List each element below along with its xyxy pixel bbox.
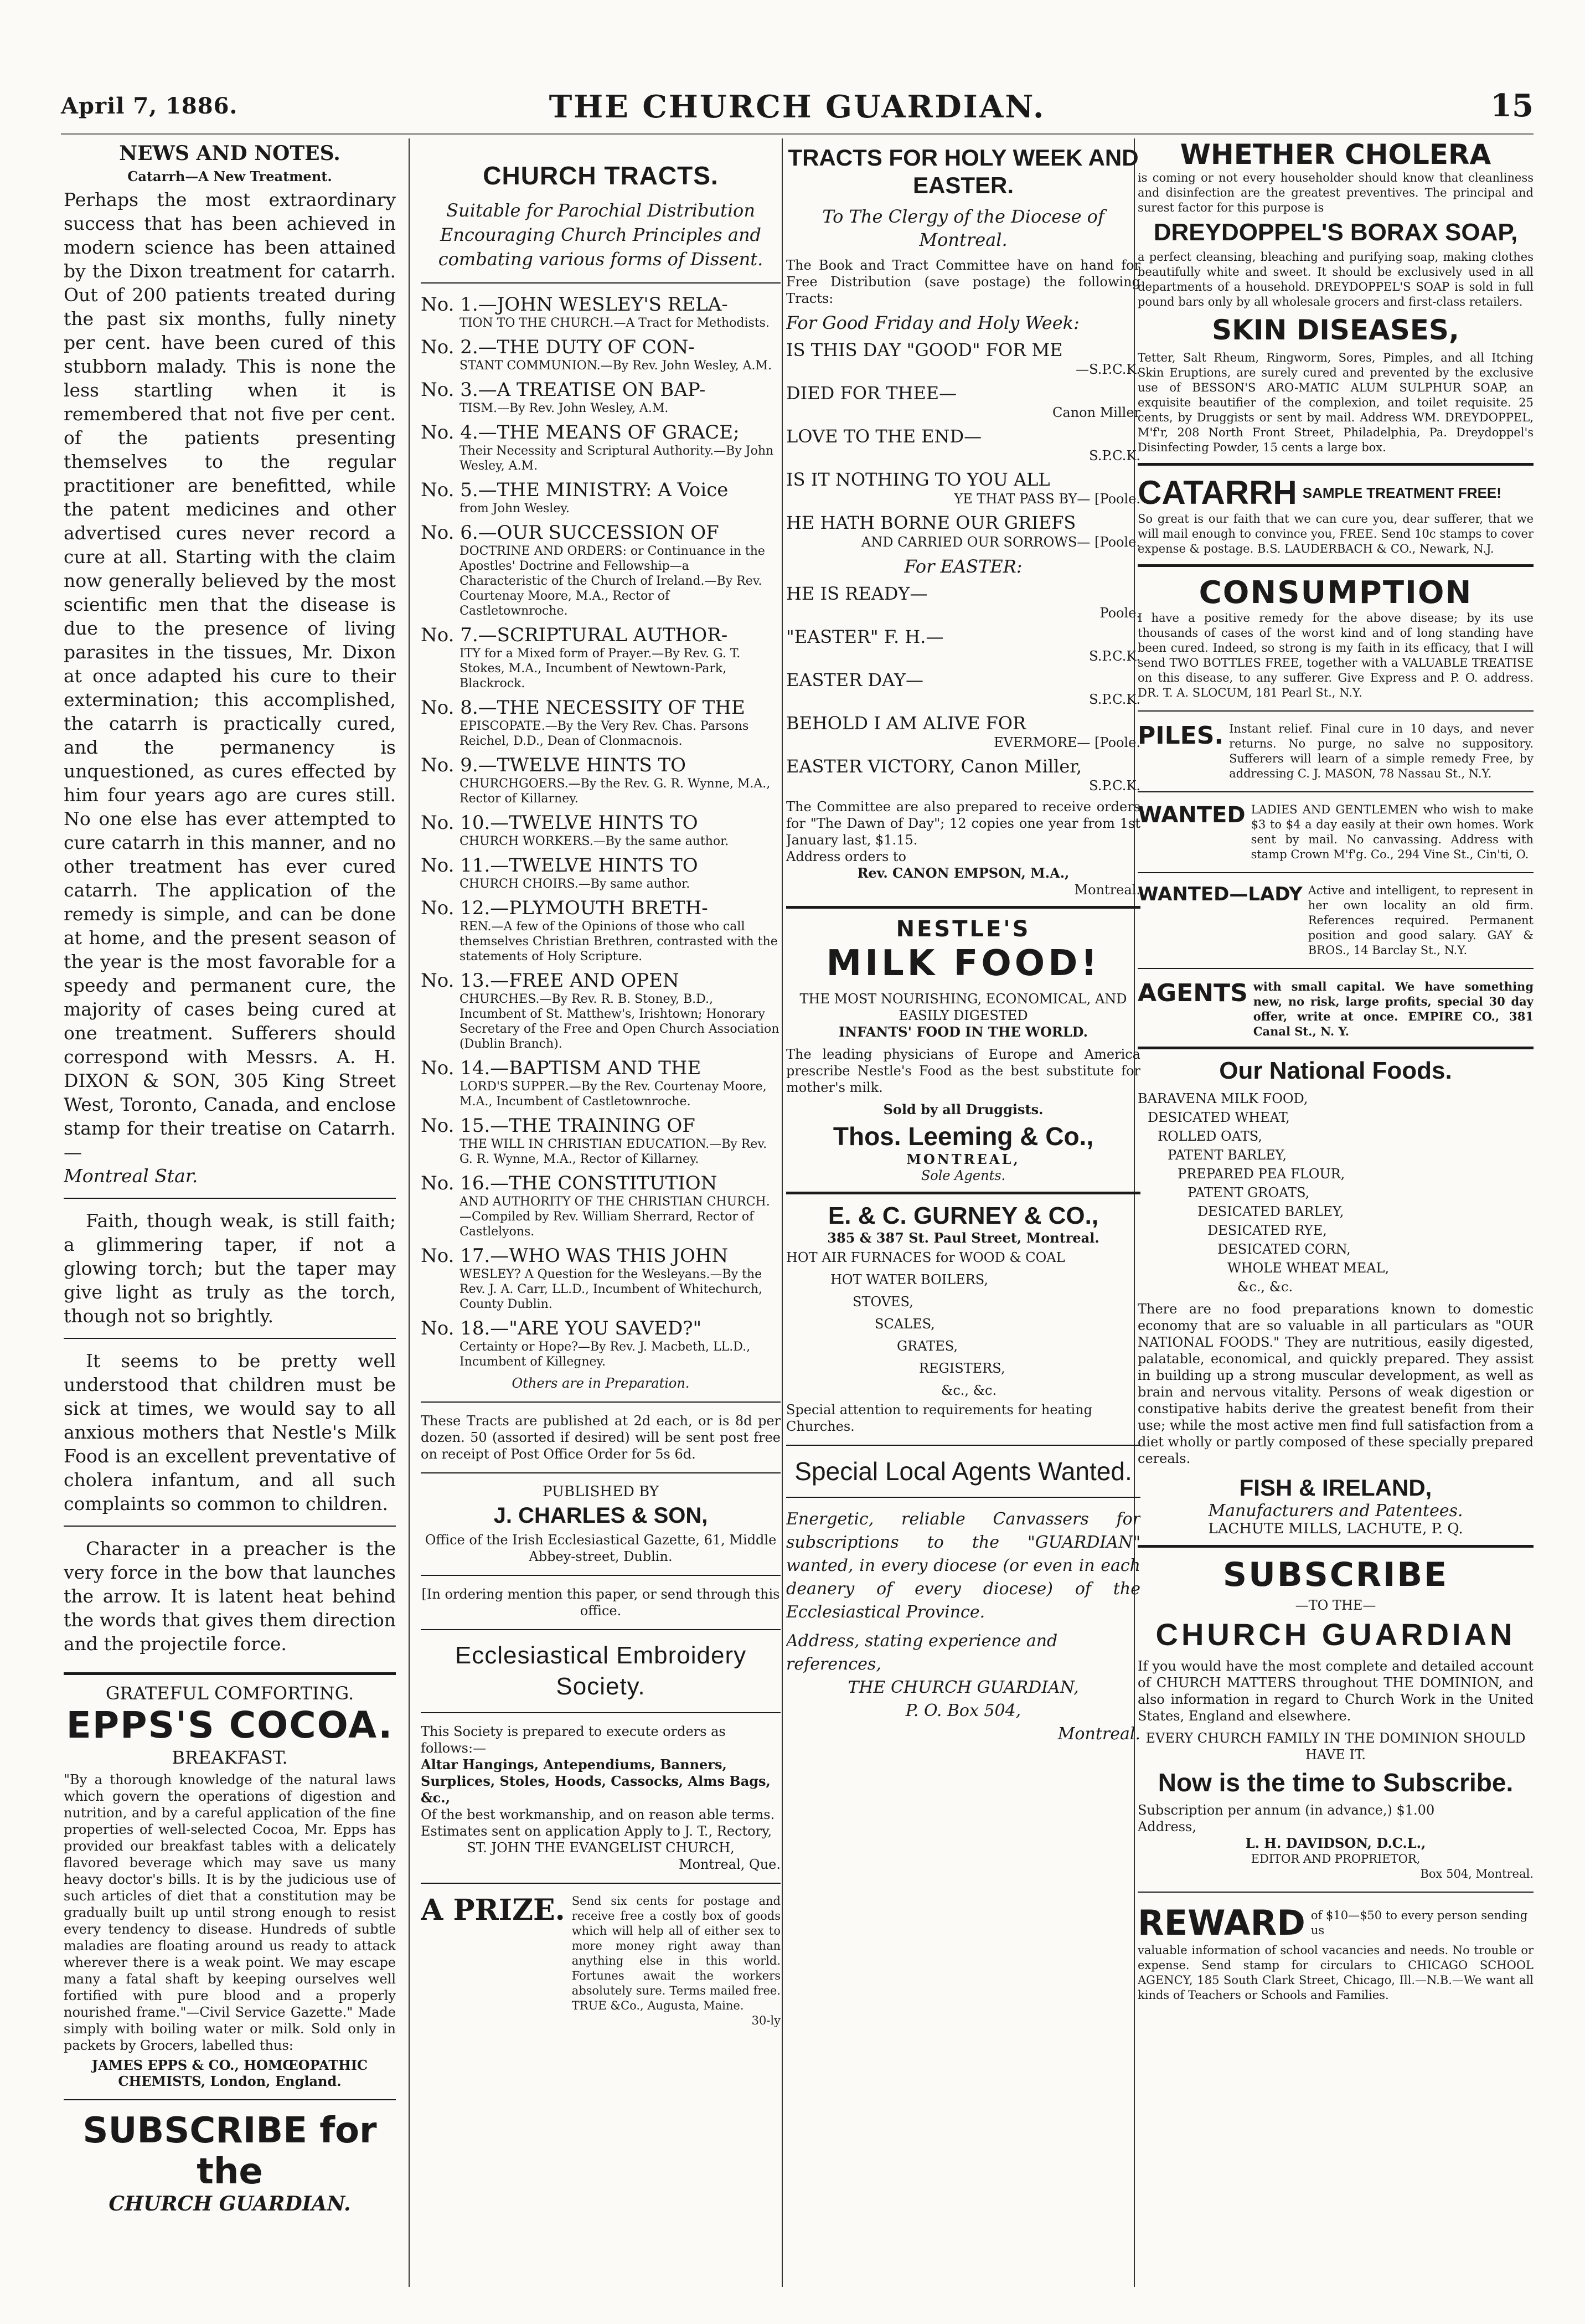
tract-description: DOCTRINE AND ORDERS: or Continuance in the Apostles' Doctrine and Fellowship—a Characteristic of the Church of Ireland.—By Rev. Courtenay Moore, M.A., Rector of Castletownroche. — [460, 544, 765, 618]
grateful-heading: GRATEFUL COMFORTING. — [105, 1683, 354, 1704]
epps-text: "By a thorough knowledge of the natural laws which govern the operations of digestion and nutrition, and by a careful application of the fine properties of well-selected Cocoa, Mr. Epps has provided our breakfast tables with a delicately flavored beverage which may save us many heavy doctor's bills. It is by the judicious use of such articles of diet that a constitution may be gradually built up until strong enough to resist every tendency to disease. Hundreds of subtle maladies are floating around us ready to attack wherever there is a weak point. We may escape many a fatal shaft by keeping ourselves well fortified with pure blood and a properly nourished frame."—Civil Service Gazette." Made simply with boiling water or milk. Sold only in packets by Grocers, labelled thus: — [64, 1772, 396, 2053]
dawn-of-day-note: The Committee are also prepared to receive orders for "The Dawn of Day"; 12 copies one year from 1st January last, $1.15. — [786, 799, 1140, 848]
tract-entry-source: S.P.C.K. — [1089, 692, 1140, 707]
tract-description: Their Necessity and Scriptural Authority.—By John Wesley, A.M. — [460, 444, 774, 473]
tract-entry-title: EASTER VICTORY, Canon Miller, — [786, 756, 1082, 777]
tract-list — [421, 293, 781, 1369]
divider — [421, 1712, 781, 1713]
divider — [1138, 463, 1534, 466]
manufacturers: Manufacturers and Patentees. — [1208, 1501, 1463, 1521]
tract-item — [421, 336, 781, 373]
publisher-address: Office of the Irish Ecclesiastical Gazette, 61, Middle Abbey-street, Dublin. — [425, 1532, 777, 1564]
tract-heading: No. 17.—WHO WAS THIS JOHN — [421, 1245, 729, 1267]
tract-entry-source: Poole. — [1099, 605, 1140, 621]
nestle-heading: NESTLE'S — [896, 916, 1031, 942]
tract-item — [421, 479, 781, 516]
for-easter-heading: For EASTER: — [904, 556, 1023, 577]
embroidery-items: Altar Hangings, Antependiums, Banners, Surplices, Stoles, Hoods, Cassocks, Alms Bags, &c., — [421, 1756, 771, 1806]
food-item: PATENT BARLEY, — [1168, 1147, 1287, 1163]
address-references: Address, stating experience and references, — [786, 1631, 1058, 1674]
divider — [421, 1575, 781, 1576]
food-item: &c., &c. — [1237, 1279, 1293, 1295]
gurney-heating-note: Special attention to requirements for heating Churches. — [786, 1402, 1092, 1434]
subscribe-address: Address, — [1138, 1819, 1196, 1835]
cholera-text: is coming or not every householder should know that cleanliness and disinfection are the greatest preventives. The principal and surest factor for this purpose is — [1138, 171, 1534, 214]
now-subscribe: Now is the time to Subscribe. — [1158, 1768, 1514, 1797]
divider — [421, 282, 781, 284]
agents-ad — [1138, 979, 1534, 1039]
column-2 — [421, 138, 781, 2287]
tract-description: CHURCHGOERS.—By the Rev. G. R. Wynne, M.A., Rector of Killarney. — [460, 777, 771, 806]
divider — [786, 1192, 1140, 1194]
page-number: 15 — [1490, 87, 1534, 124]
divider — [421, 1401, 781, 1403]
tract-entry-title: EASTER DAY— — [786, 669, 923, 690]
tract-item — [421, 1317, 781, 1369]
gurney-products — [786, 1246, 1140, 1401]
tract-description: TISM.—By Rev. John Wesley, A.M. — [460, 401, 669, 415]
canon-city: Montreal. — [1074, 882, 1140, 898]
agents-title: AGENTS — [1138, 979, 1248, 1007]
prize-ad — [421, 1894, 781, 2013]
divider — [64, 1526, 396, 1527]
tract-description: Certainty or Hope?—By Rev. J. Macbeth, LL.D., Incumbent of Killegney. — [460, 1340, 751, 1369]
news-heading: NEWS AND NOTES. — [119, 142, 340, 165]
piles-title: PILES. — [1138, 722, 1224, 750]
tract-description: CHURCH WORKERS.—By the same author. — [460, 834, 729, 848]
to-clergy: To The Clergy of the Diocese of Montreal. — [822, 206, 1104, 250]
column-divider — [409, 138, 410, 2287]
tract-item — [421, 379, 781, 416]
tract-entry-title: HE HATH BORNE OUR GRIEFS — [786, 512, 1076, 533]
others-in-preparation: Others are in Preparation. — [512, 1375, 690, 1391]
catarrh-article: Perhaps the most extraordinary success that has been achieved in modern science has been attained by the Dixon treatment for catarrh. Out of 200 patients treated during the past six months, fully ninety per cent. have been cured of this stubborn malady. This is none the less startling when it is remembered that not five per cent. of the patients presenting themselves to the regular practitioner are benefitted, while the patent medicines and other advertised cures never record a cure at all. Starting with the claim now generally believed by the most scientific men that the disease is due to the presence of living parasites in the tissues, Mr. Dixon at once adapted his cure to their extermination; this accomplished, the catarrh is practically cured, and the permanency is unquestioned, as cures effected by him four years ago are cures still. No one else has ever attempted to cure catarrh in this manner, and no other treatment has ever cured catarrh. The application of the remedy is simple, and can be done at home, and the present season of the year is the most favorable for a speedy and permanent cure, the majority of cases being cured at one treatment. Sufferers should correspond with Messrs. A. H. DIXON & SON, 305 King Street West, Toronto, Canada, and enclose stamp for their treatise on Catarrh.— — [64, 189, 396, 1163]
good-friday-heading: For Good Friday and Holy Week: — [786, 312, 1080, 333]
leeming-name: Thos. Leeming & Co., — [833, 1122, 1094, 1151]
column-3 — [786, 138, 1140, 2287]
tract-description: EPISCOPATE.—By the Very Rev. Chas. Parsons Reichel, D.D., Dean of Clonmacnois. — [460, 719, 749, 748]
piles-ad — [1138, 722, 1534, 781]
nestle-nourishing: THE MOST NOURISHING, ECONOMICAL, AND EASILY DIGESTED — [799, 991, 1127, 1023]
wanted-ad — [1138, 802, 1534, 862]
tract-item — [421, 522, 781, 619]
skin-text: Tetter, Salt Rheum, Ringworm, Sores, Pimples, and all Itching Skin Eruptions, are surely cured and prevented by the exclusive use of BESSON'S ARO-MATIC ALUM SULPHUR SOAP, an exquisite beautifier of the complexion, and toilet requisite. 25 cents, by Druggists or sent by mail. Address WM. DREYDOPPEL, M'f'r, 208 North Front Street, Philadelphia, Pa. Dreydoppel's Disinfecting Powder, 15 cents a large box. — [1138, 351, 1534, 454]
dreydoppel-text: a perfect cleansing, bleaching and purifying soap, making clothes beautifully white and sweet. It should be exclusively used in all departments of a household. DREYDOPPEL'S SOAP is sold in full pound bars only by all wholesale grocers and first-class retailers. — [1138, 250, 1534, 308]
divider — [1138, 710, 1534, 712]
editor: EDITOR AND PROPRIETOR, — [1251, 1852, 1421, 1866]
divider — [1138, 872, 1534, 873]
tract-description: from John Wesley. — [460, 502, 570, 516]
gurney-name: E. & C. GURNEY & CO., — [828, 1202, 1099, 1229]
gurney-address: 385 & 387 St. Paul Street, Montreal. — [827, 1230, 1099, 1246]
po-box: P. O. Box 504, — [905, 1701, 1021, 1720]
tract-heading: No. 8.—THE NECESSITY OF THE — [421, 697, 745, 719]
prize-text: Send six cents for postage and receive free a costly box of goods which will help all of either sex to more money right away than anything else in this world. Fortunes await the workers absolutely sure. Terms mailed free. TRUE &Co., Augusta, Maine. — [571, 1894, 781, 2012]
tract-item — [421, 754, 781, 806]
tract-entry-title: "EASTER" F. H.— — [786, 626, 944, 647]
tract-item — [421, 697, 781, 749]
consumption-title: CONSUMPTION — [1199, 575, 1473, 611]
divider — [1138, 564, 1534, 567]
embroidery-terms: Of the best workmanship, and on reason able terms. Estimates sent on application Apply to J. T., Rectory, — [421, 1807, 775, 1839]
reward-ad — [1138, 1903, 1534, 1943]
embroidery-church: ST. JOHN THE EVANGELIST CHURCH, — [467, 1840, 735, 1856]
guardian-city: Montreal. — [1057, 1724, 1140, 1744]
divider — [421, 1472, 781, 1473]
wanted-title: WANTED — [1138, 802, 1246, 828]
tract-entry — [786, 669, 1140, 708]
divider — [1138, 1545, 1534, 1548]
holy-week-tracts-title: TRACTS FOR HOLY WEEK AND EASTER. — [788, 145, 1139, 198]
holy-week-list — [786, 339, 1140, 550]
tract-item — [421, 293, 781, 331]
address-orders: Address orders to — [786, 849, 906, 864]
gurney-product: &c., &c. — [941, 1383, 997, 1398]
cholera-title: WHETHER CHOLERA — [1180, 138, 1491, 171]
masthead — [61, 83, 1534, 127]
divider — [786, 906, 1140, 909]
tract-heading: No. 11.—TWELVE HINTS TO — [421, 854, 698, 877]
tract-entry-title: IS IT NOTHING TO YOU ALL — [786, 469, 1050, 490]
tract-item — [421, 970, 781, 1052]
tract-item — [421, 1057, 781, 1109]
consumption-text: I have a positive remedy for the above disease; by its use thousands of cases of the worst kind and of long standing have been cured. Indeed, so strong is my faith in its efficacy, that I will send TWO BOTTLES FREE, together with a VALUABLE TREATISE on this disease, to any sufferer. Give Express and P. O. address. DR. T. A. SLOCUM, 181 Pearl St., N.Y. — [1138, 611, 1534, 699]
tract-heading: No. 10.—TWELVE HINTS TO — [421, 812, 698, 834]
tract-entry-source: YE THAT PASS BY— [Poole. — [954, 491, 1140, 507]
tract-entry-source: Canon Miller — [1052, 405, 1140, 420]
tract-description: AND AUTHORITY OF THE CHRISTIAN CHURCH.—Compiled by Rev. William Sherrard, Rector of Castlelyons. — [460, 1195, 770, 1239]
ordering-note: [In ordering mention this paper, or send through this office. — [421, 1586, 780, 1619]
newspaper-title: THE CHURCH GUARDIAN. — [549, 89, 1046, 125]
tract-entry-source: AND CARRIED OUR SORROWS— [Poole. — [861, 534, 1140, 550]
divider — [1138, 1047, 1534, 1049]
nestle-infants: INFANTS' FOOD IN THE WORLD. — [839, 1024, 1088, 1040]
tract-entry — [786, 382, 1140, 421]
tract-entry-source: —S.P.C.K. — [1076, 362, 1140, 377]
tract-heading: No. 5.—THE MINISTRY: A Voice — [421, 479, 729, 501]
tract-item — [421, 624, 781, 691]
catarrh-ad — [1138, 473, 1534, 512]
gurney-product: HOT AIR FURNACES for WOOD & COAL — [786, 1250, 1065, 1265]
wanted-lady-text: Active and intelligent, to represent in her own locality an old firm. References required. Permanent position and good salary. GAY & BROS., 14 Barclay St., N.Y. — [1308, 884, 1534, 957]
committee-intro: The Book and Tract Committee have on hand for Free Distribution (save postage) the following Tracts: — [786, 257, 1140, 306]
special-agents-title: Special Local Agents Wanted. — [794, 1457, 1132, 1486]
tract-description: ITY for a Mixed form of Prayer.—By Rev. G. T. Stokes, M.A., Incumbent of Newtown-Park, Blackrock. — [460, 647, 741, 690]
reward-text: valuable information of school vacancies and needs. No trouble or expense. Send stamp for circulars to CHICAGO SCHOOL AGENCY, 185 South Clark Street, Chicago, Ill.—N.B.—We want all kinds of Teachers or Schools and Families. — [1138, 1944, 1534, 2002]
tract-entry-title: HE IS READY— — [786, 583, 928, 604]
tract-item — [421, 1245, 781, 1312]
wanted-lady-ad — [1138, 883, 1534, 958]
gurney-product: REGISTERS, — [919, 1361, 1005, 1376]
divider — [786, 1445, 1140, 1446]
column-1 — [64, 138, 396, 2287]
catarrh-title: CATARRH — [1138, 474, 1297, 511]
tract-item — [421, 1172, 781, 1239]
tract-item — [421, 897, 781, 964]
divider — [64, 1198, 396, 1199]
breakfast-heading: BREAKFAST. — [172, 1747, 288, 1768]
to-the: —TO THE— — [1295, 1598, 1376, 1613]
tract-entry-title: BEHOLD I AM ALIVE FOR — [786, 713, 1026, 734]
reward-amount: of $10—$50 to every person sending us — [1310, 1908, 1528, 1937]
subscription-price: Subscription per annum (in advance,) $1.00 — [1138, 1802, 1435, 1818]
tract-entry-source: S.P.C.K. — [1089, 648, 1140, 664]
nestle-druggists: Sold by all Druggists. — [883, 1101, 1044, 1117]
epps-cocoa-title: EPPS'S COCOA. — [66, 1704, 394, 1746]
tract-entry-title: LOVE TO THE END— — [786, 426, 982, 447]
lachute: LACHUTE MILLS, LACHUTE, P. Q. — [1208, 1521, 1463, 1537]
tract-heading: No. 16.—THE CONSTITUTION — [421, 1172, 717, 1194]
column-4 — [1138, 138, 1534, 2287]
sample-treatment: SAMPLE TREATMENT FREE! — [1302, 484, 1501, 501]
tract-entry — [786, 468, 1140, 507]
prize-title: A PRIZE. — [421, 1893, 565, 1927]
tract-heading: No. 4.—THE MEANS OF GRACE; — [421, 421, 740, 444]
church-guardian-address: THE CHURCH GUARDIAN, — [848, 1678, 1079, 1697]
food-item: WHOLE WHEAT MEAL, — [1227, 1260, 1390, 1276]
embroidery-society-title: Ecclesiastical Embroidery Society. — [455, 1642, 747, 1700]
church-guardian-title: CHURCH GUARDIAN — [1155, 1617, 1516, 1652]
foods-list — [1138, 1089, 1534, 1296]
canon-empson: Rev. CANON EMPSON, M.A., — [857, 865, 1070, 881]
divider — [1138, 1892, 1534, 1893]
article-source: Montreal Star. — [64, 1165, 198, 1187]
box-504: Box 504, Montreal. — [1420, 1867, 1534, 1880]
nestle-paragraph: It seems to be pretty well understood that children must be sick at times, we would say to all anxious mothers that Nestle's Milk Food is an excellent preventative of cholera infantum, and all such complaints so common to children. — [64, 1350, 396, 1514]
preacher-paragraph: Character in a preacher is the very force in the bow that launches the arrow. It is latent heat behind the words that gives them direction and the projectile force. — [64, 1538, 396, 1655]
tract-heading: No. 9.—TWELVE HINTS TO — [421, 754, 686, 776]
gurney-product: SCALES, — [875, 1316, 935, 1332]
gurney-product: HOT WATER BOILERS, — [830, 1272, 988, 1287]
tract-heading: No. 3.—A TREATISE ON BAP- — [421, 379, 706, 401]
skin-diseases-title: SKIN DISEASES, — [1212, 314, 1459, 346]
tract-entry — [786, 583, 1140, 621]
embroidery-city: Montreal, Que. — [678, 1857, 781, 1872]
tract-item — [421, 854, 781, 892]
foods-text: There are no food preparations known to domestic economy that are so valuable in all particulars as "OUR NATIONAL FOODS." They are nutritious, easily digested, palatable, economical, and quickly prepared. They assist in building up a strong muscular development, as well as brain and nervous vitality. Persons of weak digestion or constipative habits derive the greatest benefit from their use; while the most active men find full satisfaction from a diet wholly or partly composed of these specially prepared cereals. — [1138, 1301, 1534, 1466]
tract-heading: No. 7.—SCRIPTURAL AUTHOR- — [421, 624, 728, 646]
tract-entry-source: S.P.C.K. — [1089, 448, 1140, 463]
tract-heading: No. 13.—FREE AND OPEN — [421, 970, 679, 992]
every-family: EVERY CHURCH FAMILY IN THE DOMINION SHOULD HAVE IT. — [1145, 1730, 1526, 1763]
tract-item — [421, 1115, 781, 1167]
tract-heading: No. 2.—THE DUTY OF CON- — [421, 336, 695, 358]
divider — [421, 1629, 781, 1630]
national-foods-title: Our National Foods. — [1219, 1057, 1452, 1084]
tract-description: CHURCH CHOIRS.—By same author. — [460, 877, 690, 891]
tract-heading: No. 12.—PLYMOUTH BRETH- — [421, 897, 708, 919]
tract-entry — [786, 626, 1140, 664]
reward-title: REWARD — [1138, 1903, 1305, 1943]
wanted-text: LADIES AND GENTLEMEN who wish to make $3 to $4 a day easily at their own homes. Work sent by mail. No canvassing. Address with stamp Crown M'f'g. Co., 294 Vine St., Cin'ti, O. — [1251, 803, 1534, 861]
tract-description: TION TO THE CHURCH.—A Tract for Methodists. — [460, 316, 770, 330]
catarrh-subheading: Catarrh—A New Treatment. — [127, 168, 332, 184]
food-item: DESICATED RYE, — [1207, 1223, 1327, 1238]
easter-list — [786, 583, 1140, 794]
tract-entry — [786, 512, 1140, 550]
divider — [64, 1338, 396, 1339]
tract-description: CHURCHES.—By Rev. R. B. Stoney, B.D., Incumbent of St. Matthew's, Irishtown; Honorary Secretary of the Free and Open Church Association (Dublin Branch). — [460, 992, 779, 1051]
epps-signature: JAMES EPPS & CO., HOMŒOPATHIC CHEMISTS, London, England. — [91, 2057, 368, 2089]
davidson: L. H. DAVIDSON, D.C.L., — [1245, 1835, 1426, 1851]
prize-code: 30-ly — [751, 2014, 781, 2027]
divider — [786, 1497, 1140, 1498]
food-item: PATENT GROATS, — [1188, 1185, 1310, 1200]
agents-text: with small capital. We have something new, no risk, large profits, special 30 day offer, write at once. EMPIRE CO., 381 Canal St., N. Y. — [1253, 980, 1534, 1038]
tract-heading: No. 6.—OUR SUCCESSION OF — [421, 522, 719, 544]
embroidery-intro: This Society is prepared to execute orders as follows:— — [421, 1724, 726, 1756]
masthead-rule — [61, 133, 1534, 135]
subscribe-heading: SUBSCRIBE for the — [82, 2110, 377, 2192]
food-item: BARAVENA MILK FOOD, — [1138, 1091, 1308, 1106]
food-item: DESICATED WHEAT, — [1148, 1110, 1290, 1125]
tract-description: REN.—A few of the Opinions of those who call themselves Christian Brethren, contrasted with the statements of Holy Scripture. — [460, 920, 778, 963]
nestle-physicians: The leading physicians of Europe and America prescribe Nestle's Food as the best substitute for mother's milk. — [786, 1047, 1140, 1095]
tract-entry-title: IS THIS DAY "GOOD" FOR ME — [786, 339, 1063, 360]
tract-entry — [786, 425, 1140, 464]
tract-entry-source: EVERMORE— [Poole. — [994, 735, 1140, 750]
tract-entry-title: DIED FOR THEE— — [786, 383, 957, 404]
publisher-name: J. CHARLES & SON, — [493, 1503, 708, 1528]
issue-date: April 7, 1886. — [61, 93, 238, 119]
divider — [64, 2099, 396, 2100]
tract-item — [421, 812, 781, 849]
tract-description: WESLEY? A Question for the Wesleyans.—By the Rev. J. A. Carr, LL.D., Incumbent of Whitechurch, County Dublin. — [460, 1267, 762, 1311]
church-tracts-subtitle: Suitable for Parochial Distribution Encouraging Church Principles and combating various forms of Dissent. — [438, 200, 763, 270]
tract-entry — [786, 339, 1140, 378]
divider — [1138, 791, 1534, 792]
tract-description: THE WILL IN CHRISTIAN EDUCATION.—By Rev. G. R. Wynne, M.A., Rector of Killarney. — [460, 1137, 767, 1166]
tract-entry-source: S.P.C.K. — [1089, 778, 1140, 793]
subscribe-title: SUBSCRIBE — [1222, 1555, 1449, 1594]
piles-text: Instant relief. Final cure in 10 days, and never returns. No purge, no salve no suppository. Sufferers will learn of a simple remedy Free, by addressing C. J. MASON, 78 Nassau St., N.Y. — [1229, 722, 1534, 780]
tract-description: LORD'S SUPPER.—By the Rev. Courtenay Moore, M.A., Incumbent of Castletownroche. — [460, 1080, 767, 1109]
faith-paragraph: Faith, though weak, is still faith; a glimmering taper, if not a glowing torch; but the taper may give light as truly as the torch, though not so brightly. — [64, 1210, 396, 1327]
gurney-product: STOVES, — [853, 1294, 913, 1310]
tract-entry — [786, 712, 1140, 751]
milk-food-title: MILK FOOD! — [826, 943, 1101, 984]
column-divider — [782, 138, 783, 2287]
dreydoppel-title: DREYDOPPEL'S BORAX SOAP, — [1153, 219, 1518, 246]
divider — [1138, 968, 1534, 969]
divider — [64, 1672, 396, 1675]
sole-agents: Sole Agents. — [921, 1168, 1006, 1183]
divider — [421, 1883, 781, 1884]
leeming-city: MONTREAL, — [906, 1151, 1020, 1167]
tract-item — [421, 421, 781, 473]
tract-description: STANT COMMUNION.—By Rev. John Wesley, A.M. — [460, 359, 772, 373]
food-item: DESICATED BARLEY, — [1197, 1204, 1344, 1219]
tract-heading: No. 14.—BAPTISM AND THE — [421, 1057, 701, 1079]
church-guardian-name: CHURCH GUARDIAN. — [109, 2192, 351, 2215]
tract-heading: No. 15.—THE TRAINING OF — [421, 1115, 695, 1137]
food-item: ROLLED OATS, — [1158, 1128, 1262, 1144]
canvassers-text: Energetic, reliable Canvassers for subscriptions to the "GUARDIAN" wanted, in every diocese (or even in each deanery of every diocese) of the Ecclesiastical Province. — [786, 1509, 1140, 1622]
church-tracts-title: CHURCH TRACTS. — [483, 161, 719, 190]
food-item: DESICATED CORN, — [1217, 1241, 1351, 1257]
tract-heading: No. 18.—"ARE YOU SAVED?" — [421, 1317, 702, 1339]
food-item: PREPARED PEA FLOUR, — [1178, 1166, 1345, 1182]
catarrh-ad-text: So great is our faith that we can cure you, dear sufferer, that we will mail enough to convince you, FREE. Send 10c stamps to cover expense & postage. B.S. LAUDERBACH & CO., Newark, N.J. — [1138, 512, 1534, 555]
wanted-lady-title: WANTED—LADY — [1138, 883, 1303, 905]
published-by: PUBLISHED BY — [543, 1483, 659, 1500]
subscribe-text: If you would have the most complete and detailed account of CHURCH MATTERS throughout THE DOMINION, and also information in regard to Church Work in the United States, England and elsewhere. — [1138, 1658, 1534, 1724]
tract-heading: No. 1.—JOHN WESLEY'S RELA- — [421, 293, 728, 316]
tract-entry — [786, 755, 1140, 794]
fish-ireland: FISH & IRELAND, — [1239, 1475, 1432, 1501]
gurney-product: GRATES, — [897, 1338, 958, 1354]
tract-price-note: These Tracts are published at 2d each, or is 8d per dozen. 50 (assorted if desired) will be sent post free on receipt of Post Office Order for 5s 6d. — [421, 1413, 781, 1462]
